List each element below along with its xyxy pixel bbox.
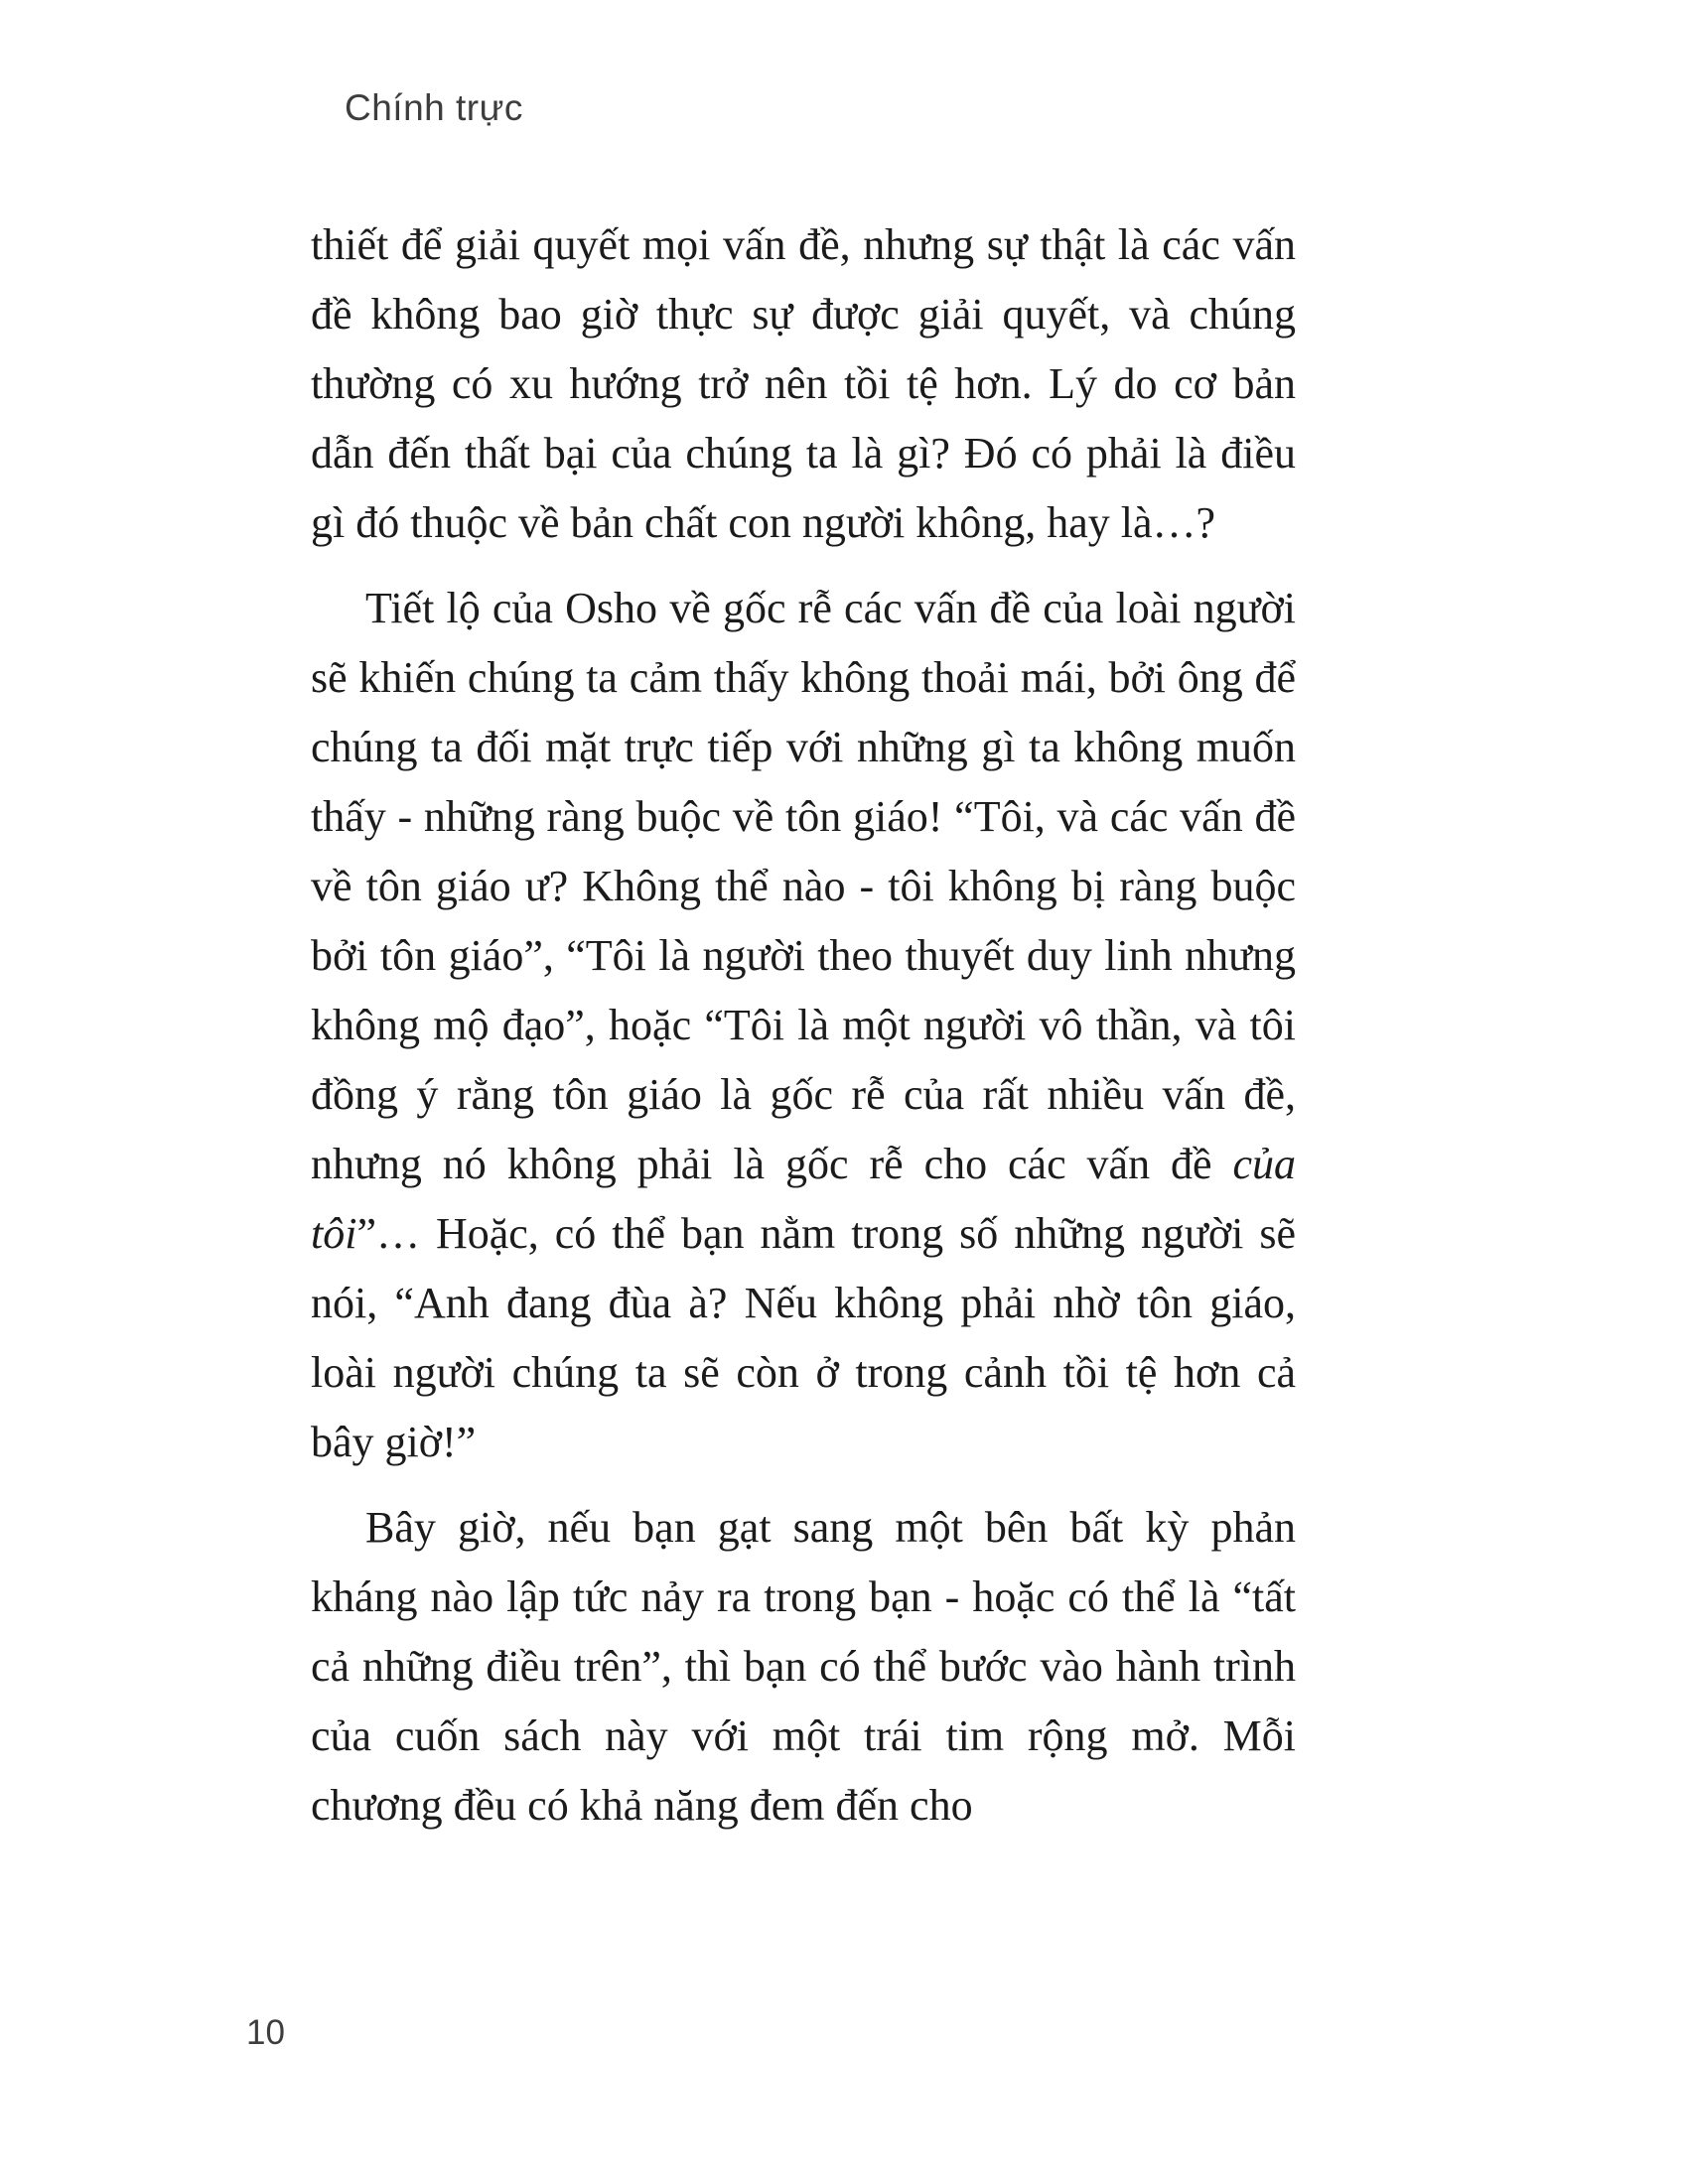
body-text (311, 210, 1296, 1856)
paragraph-3 (311, 1493, 1296, 1841)
italic-phrase: của tôi (311, 1140, 1296, 1258)
paragraph-2-text-before: Tiết lộ của Osho về gốc rễ các vấn đề của loài người sẽ khiến chúng ta cảm thấy không thoải mái, bởi ông để chúng ta đối mặt trực tiếp với những gì ta không muốn thấy - những ràng buộc về tôn giáo! “Tôi, và các vấn đề về tôn giáo ư? Không thể nào - tôi không bị ràng buộc bởi tôn giáo”, “Tôi là người theo thuyết duy linh nhưng không mộ đạo”, hoặc “Tôi là một người vô thần, và tôi đồng ý rằng tôn giáo là gốc rễ của rất nhiều vấn đề, nhưng nó không phải là gốc rễ cho các vấn đề (311, 584, 1296, 1188)
paragraph-2-text-after: ”… Hoặc, có thể bạn nằm trong số những người sẽ nói, “Anh đang đùa à? Nếu không phải nhờ tôn giáo, loài người chúng ta sẽ còn ở trong cảnh tồi tệ hơn cả bây giờ!” (311, 1209, 1296, 1466)
paragraph-2 (311, 574, 1296, 1477)
paragraph-3-text: Bây giờ, nếu bạn gạt sang một bên bất kỳ phản kháng nào lập tức nảy ra trong bạn - hoặc có thể là “tất cả những điều trên”, thì bạn có thể bước vào hành trình của cuốn sách này với một trái tim rộng mở. Mỗi chương đều có khả năng đem đến cho (311, 1503, 1296, 1830)
paragraph-1 (311, 210, 1296, 558)
page-number: 10 (246, 2013, 285, 2052)
paragraph-1-text: thiết để giải quyết mọi vấn đề, nhưng sự thật là các vấn đề không bao giờ thực sự được giải quyết, và chúng thường có xu hướng trở nên tồi tệ hơn. Lý do cơ bản dẫn đến thất bại của chúng ta là gì? Đó có phải là điều gì đó thuộc về bản chất con người không, hay là…? (311, 220, 1296, 547)
running-header: Chính trực (345, 87, 523, 128)
